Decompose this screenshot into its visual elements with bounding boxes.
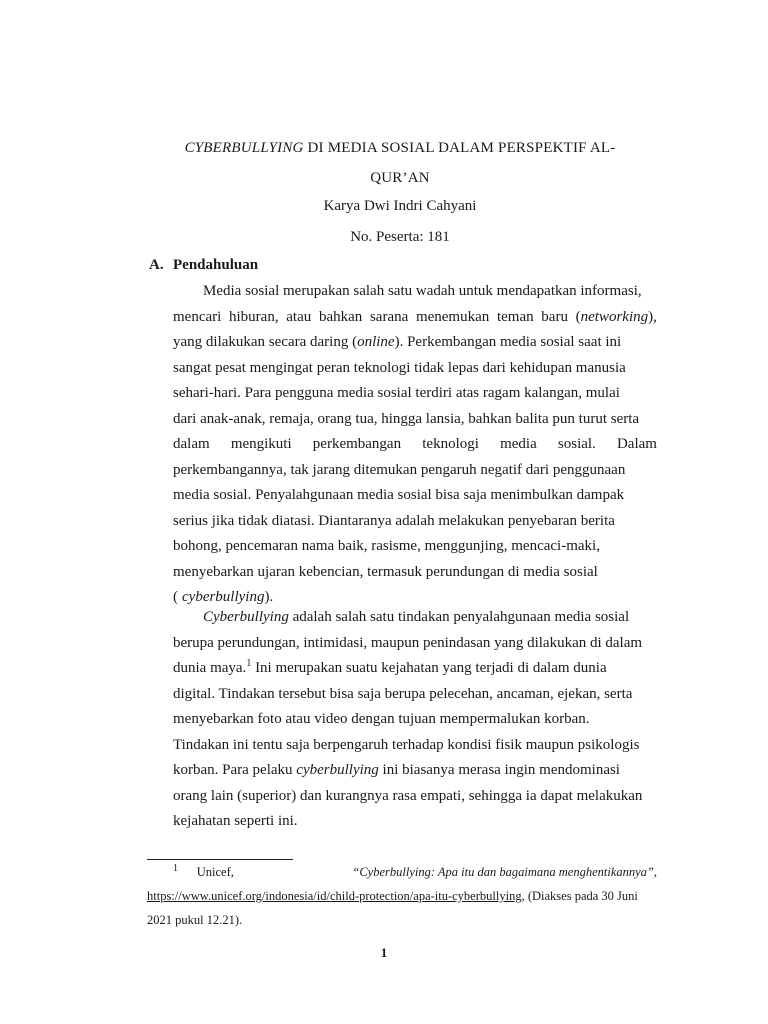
footnote-link[interactable]: https://www.unicef.org/indonesia/id/child-protection/apa-itu-cyberbullying xyxy=(147,889,522,903)
footnote-line-2: https://www.unicef.org/indonesia/id/child-protection/apa-itu-cyberbullying , (Diakses pada 30 Juni xyxy=(147,884,657,908)
text-line: Media sosial merupakan salah satu wadah untuk mendapatkan informasi, xyxy=(203,283,642,299)
paragraph-2 xyxy=(173,605,657,835)
text-line: serius jika tidak diatasi. Diantaranya adalah melakukan penyebaran berita xyxy=(173,512,615,529)
text-line: sehari-hari. Para pengguna media sosial terdiri atas ragam kalangan, mulai xyxy=(173,385,620,401)
footnote xyxy=(147,860,657,932)
text-line: perkembangannya, tak jarang ditemukan pengaruh negatif dari penggunaan xyxy=(173,461,626,478)
text-line: mencari hiburan, atau bahkan sarana menemukan teman baru (networking), xyxy=(173,308,657,325)
footnote-quote: “Cyberbullying: Apa itu dan bagaimana menghentikannya”, xyxy=(352,865,657,879)
text-line: Cyberbullying adalah salah satu tindakan penyalahgunaan media sosial xyxy=(203,609,630,625)
footnote-line-1: $^1$ Unicef, “Cyberbullying: Apa itu dan bagaimana menghentikannya”, xyxy=(147,860,657,884)
participant-number: No. Peserta: 181 xyxy=(350,229,450,245)
text-line: menyebarkan foto atau video dengan tujuan mempermalukan korban. xyxy=(173,711,590,727)
title-line-1 xyxy=(150,133,650,163)
text-line: kejahatan seperti ini. xyxy=(173,813,298,829)
page-number: 1 xyxy=(380,945,388,960)
text-line: dunia maya.$^1$ Ini merupakan suatu kejahatan yang terjadi di dalam dunia xyxy=(173,658,607,676)
text-line: orang lain (superior) dan kurangnya rasa empati, sehingga ia dapat melakukan xyxy=(173,787,643,804)
text-line: yang dilakukan secara daring (online). Perkembangan media sosial saat ini xyxy=(173,334,622,350)
section-heading xyxy=(149,257,258,274)
title-italic-term: CYBERBULLYING xyxy=(184,140,304,156)
text-line: menyebarkan ujaran kebencian, termasuk perundungan di media sosial xyxy=(173,563,598,580)
text-line: ( cyberbullying). xyxy=(173,589,274,605)
section-title: Pendahuluan xyxy=(173,257,259,273)
title-line-2: QUR’AN xyxy=(370,170,430,186)
text-line: dari anak-anak, remaja, orang tua, hingga lansia, bahkan balita pun turut serta xyxy=(173,410,640,427)
author-name: Karya Dwi Indri Cahyani xyxy=(323,198,477,214)
footnote-marker: 1 xyxy=(173,862,178,874)
paragraph-1 xyxy=(173,279,657,611)
text-line: digital. Tindakan tersebut bisa saja berupa pelecehan, ancaman, ejekan, serta xyxy=(173,685,633,702)
text-line: bohong, pencemaran nama baik, rasisme, menggunjing, mencaci-maki, xyxy=(173,538,600,554)
text-line: berupa perundungan, intimidasi, maupun penindasan yang dilakukan di dalam xyxy=(173,634,643,651)
text-line: Tindakan ini tentu saja berpengaruh terhadap kondisi fisik maupun psikologis xyxy=(173,736,640,753)
text-line: sangat pesat mengingat peran teknologi tidak lepas dari kehidupan manusia xyxy=(173,359,626,376)
document-title xyxy=(150,133,650,193)
footnote-line-3: 2021 pukul 12.21). xyxy=(147,913,243,927)
title-rest: DI MEDIA SOSIAL DALAM PERSPEKTIF AL- xyxy=(303,140,616,156)
text-line: media sosial. Penyalahgunaan media sosial bisa saja menimbulkan dampak xyxy=(173,487,625,503)
text-line: korban. Para pelaku cyberbullying ini biasanya merasa ingin mendominasi xyxy=(173,762,620,778)
section-number: A. xyxy=(149,257,164,273)
footnote-reference[interactable]: 1 xyxy=(246,658,252,669)
text-line: dalam mengikuti perkembangan teknologi media sosial. Dalam xyxy=(173,436,657,452)
